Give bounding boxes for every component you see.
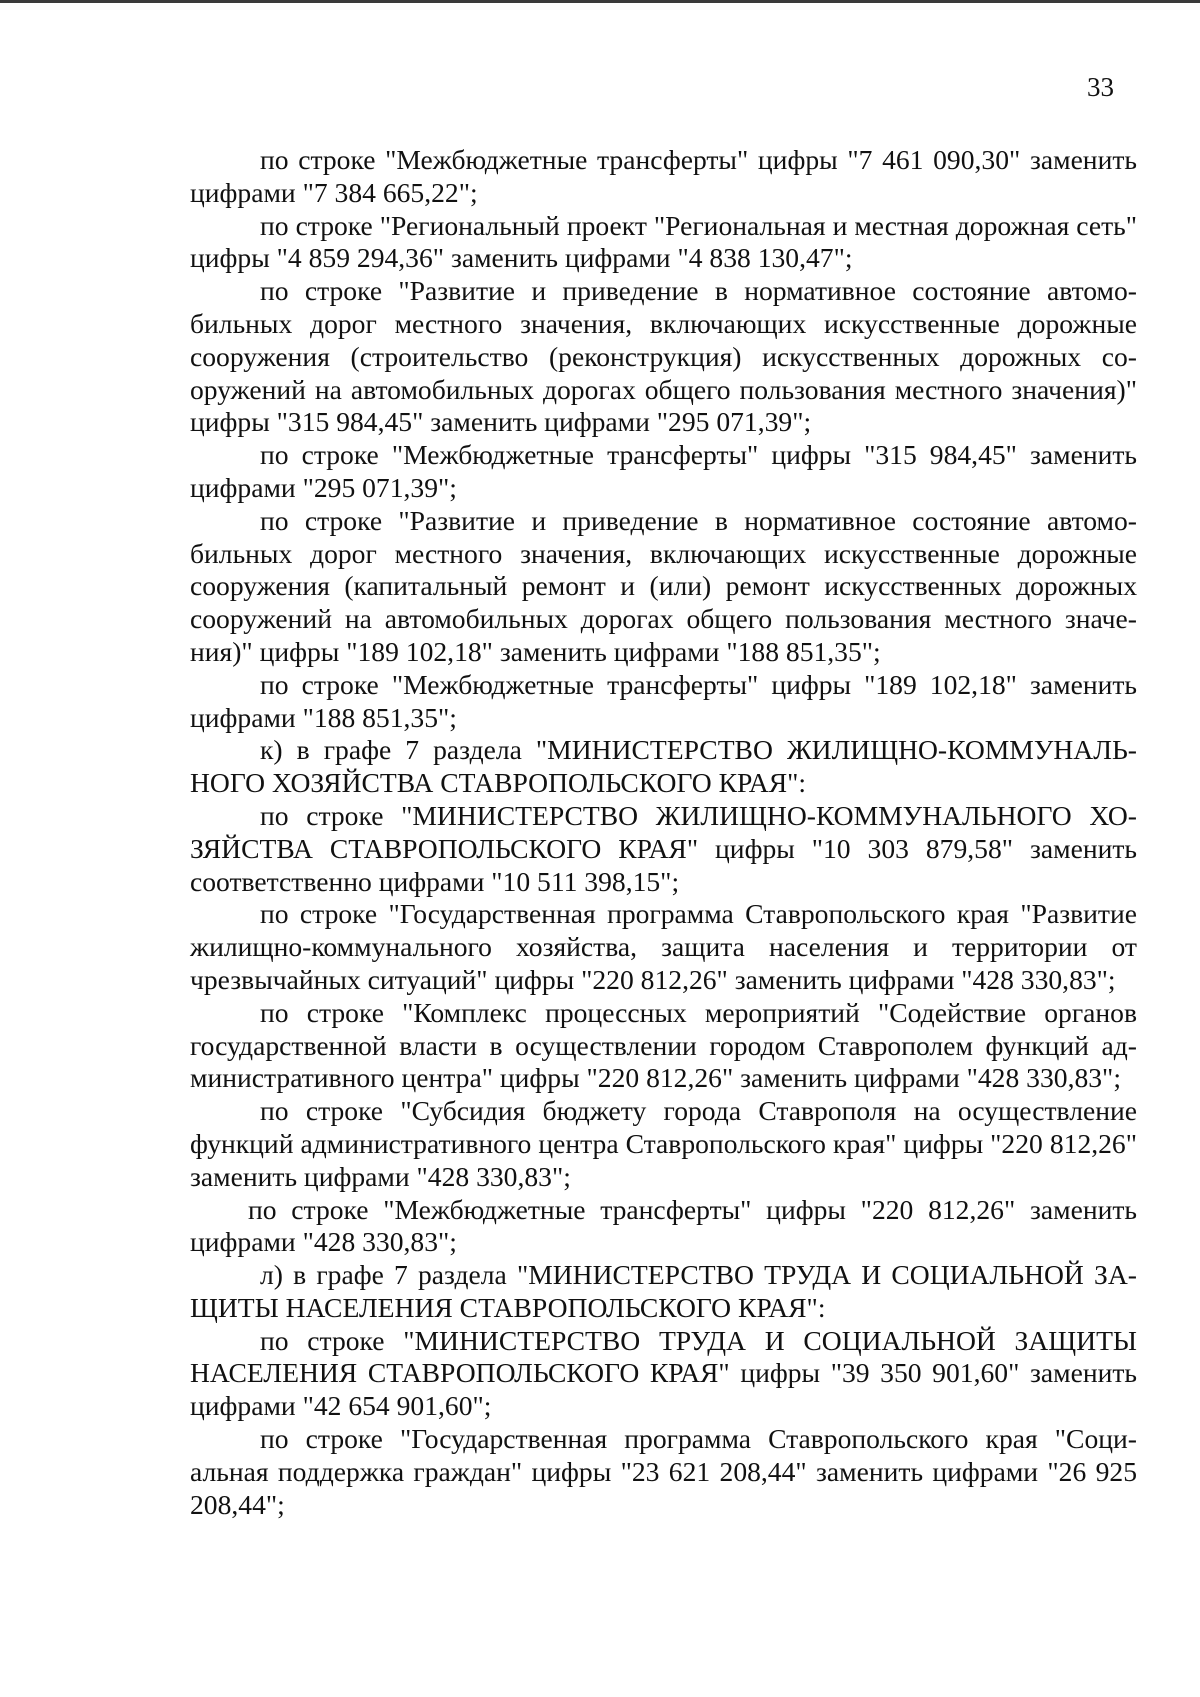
paragraph: по строке "Развитие и приведение в нормативное состояние автомобильных дорог местного значения, включающих искусственные дорожные сооружения (капитальный ремонт и (или) ремонт искусственных дорожных сооружений на автомобильных дорогах общего пользования местного значения)" цифры "189 102,18" заменить цифрами "188 851,35"; [190,504,1137,667]
top-border-line [0,0,1200,3]
paragraph: по строке "Субсидия бюджету города Ставрополя на осуществление функций административного центра Ставропольского края" цифры "220 812,26" заменить цифрами "428 330,83"; [190,1095,1137,1192]
paragraph: по строке "Межбюджетные трансферты" цифры "220 812,26" заменить цифрами "428 330,83"; [190,1193,1137,1258]
section-heading-k: к) в графе 7 раздела "МИНИСТЕРСТВО ЖИЛИЩНО-КОММУНАЛЬНОГО ХОЗЯЙСТВА СТАВРОПОЛЬСКОГО КРАЯ": [190,734,1137,799]
paragraph: по строке "МИНИСТЕРСТВО ТРУДА И СОЦИАЛЬНОЙ ЗАЩИТЫ НАСЕЛЕНИЯ СТАВРОПОЛЬСКОГО КРАЯ" цифры "39 350 901,60" заменить цифрами "42 654 901,60"; [190,1324,1137,1422]
paragraph: по строке "Межбюджетные трансферты" цифры "189 102,18" заменить цифрами "188 851,35"; [190,668,1137,733]
paragraph: по строке "Межбюджетные трансферты" цифры "315 984,45" заменить цифрами "295 071,39"; [190,439,1137,503]
paragraph: по строке "Государственная программа Ставропольского края "Развитие жилищно-коммунального хозяйства, защита населения и территории от чрезвычайных ситуаций" цифры "220 812,26" заменить цифрами "428 330,83"; [190,898,1137,995]
paragraph: по строке "Межбюджетные трансферты" цифры "7 461 090,30" заменить цифрами "7 384 665,22"; [190,144,1137,208]
paragraph: по строке "Государственная программа Ставропольского края "Социальная поддержка граждан" цифры "23 621 208,44" заменить цифрами "26 925 208,44"; [190,1423,1137,1520]
paragraph: по строке "Развитие и приведение в нормативное состояние автомобильных дорог местного значения, включающих искусственные дорожные сооружения (строительство (реконструкция) искусственных дорожных сооружений на автомобильных дорогах общего пользования местного значения)" цифры "315 984,45" заменить цифрами "295 071,39"; [190,275,1137,438]
page-number: 33 [1087,72,1114,102]
section-heading-l: л) в графе 7 раздела "МИНИСТЕРСТВО ТРУДА И СОЦИАЛЬНОЙ ЗАЩИТЫ НАСЕЛЕНИЯ СТАВРОПОЛЬСКОГО КРАЯ": [190,1259,1137,1323]
document-body [190,144,1137,1521]
paragraph: по строке "Региональный проект "Региональная и местная дорожная сеть" цифры "4 859 294,36" заменить цифрами "4 838 130,47"; [190,209,1137,274]
paragraph: по строке "Комплекс процессных мероприятий "Содействие органов государственной власти в осуществлении городом Ставрополем функций административного центра" цифры "220 812,26" заменить цифрами "428 330,83"; [190,996,1137,1094]
paragraph: по строке "МИНИСТЕРСТВО ЖИЛИЩНО-КОММУНАЛЬНОГО ХОЗЯЙСТВА СТАВРОПОЛЬСКОГО КРАЯ" цифры "10 303 879,58" заменить соответственно цифрами "10 511 398,15"; [190,799,1137,897]
